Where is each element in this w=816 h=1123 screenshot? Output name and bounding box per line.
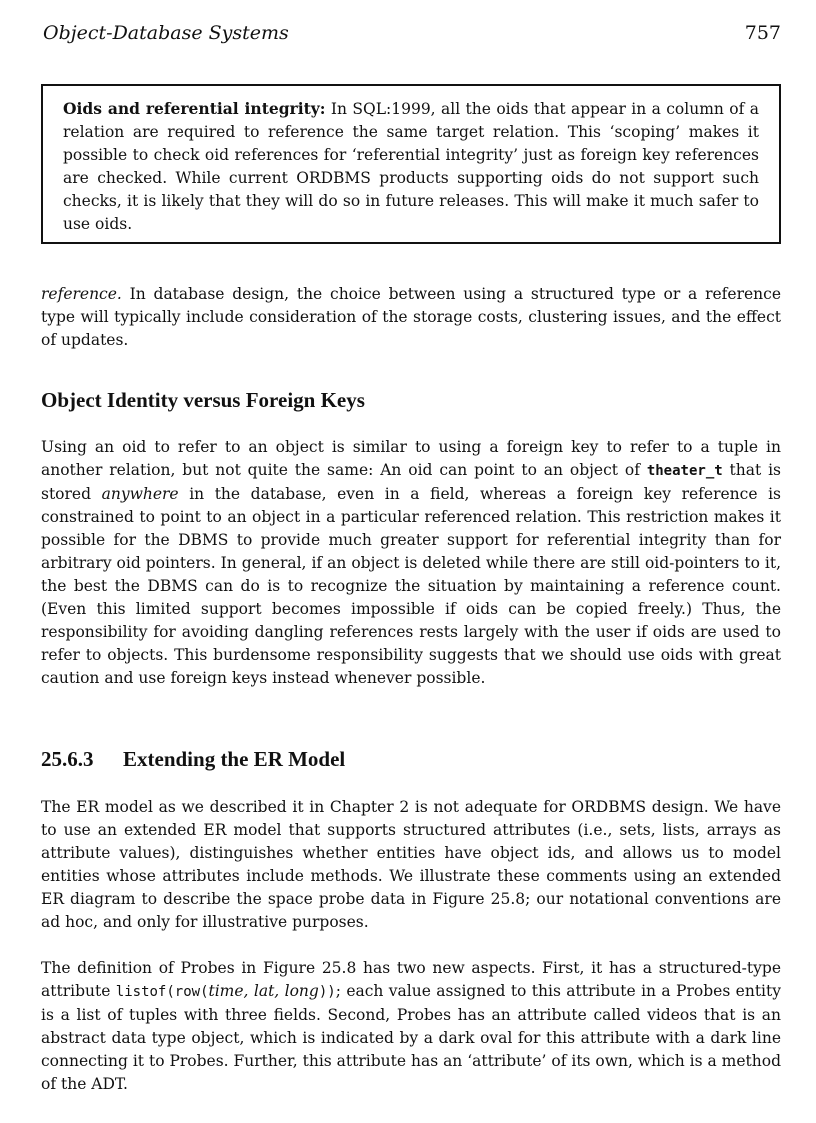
section-number: 25.6.3 [41,747,94,771]
paragraph-er-model [41,796,781,934]
paragraph-text: that is stored [41,461,781,503]
paragraph-reference [41,283,781,352]
paragraph-text: The ER model as we described it in Chapter 2 is not adequate for ORDBMS design. We have to use an extended ER model that supports structured attributes (i.e., sets, lists, arrays as attribute values), distinguishes whether entities have object ids, and allows us to model entities whose attributes include methods. We illustrate these comments using an extended ER diagram to describe the space probe data in Figure 25.8; our notational conventions are ad hoc, and only for illustrative purposes. [41,798,781,931]
section-heading-object-identity: Object Identity versus Foreign Keys [41,388,365,412]
emphasis-time-lat-long: time, lat, long [208,982,319,1000]
paragraph-text: In database design, the choice between using a structured type or a reference type will typically include consideration of the storage costs, clustering issues, and the effect of updates. [41,285,781,349]
paragraph-text: Using an oid to refer to an object is similar to using a foreign key to refer to a tuple in another relation, but not quite the same: An oid can point to an object of [41,438,781,479]
emphasis-anywhere: anywhere [101,485,179,503]
paragraph-oid-vs-foreign-key [41,436,781,690]
paragraph-text: The definition of Probes in Figure 25.8 has two new aspects. First, it has a structured-type attribute [41,959,781,1000]
paragraph-text: in the database, even in a field, whereas a foreign key reference is constrained to point to an object in a particular referenced relation. This restriction makes it possible for the DBMS to provide much greater support for referential integrity than for arbitrary oid pointers. In general, if an object is deleted while there are still oid-pointers to it, the best the DBMS can do is to recognize the situation by maintaining a reference count. (Even this limited support becomes impossible if oids can be copied freely.) Thus, the responsibility for avoiding dangling references rests largely with the user if oids are used to refer to objects. This burdensome responsibility suggests that we should use oids with great caution and use foreign keys instead whenever possible. [41,485,781,687]
running-title: Object-Database Systems [43,22,289,44]
code-theater-t: theater_t [646,463,723,479]
code-listof-row: listof(row( [115,984,209,1000]
paragraph-text: ; each value assigned to this attribute in a Probes entity is a list of tuples with three fields. Second, Probes has an attribute called videos that is an abstract data type object, which is indicated by a dark oval for this attribute with a dark line connecting it to Probes. Further, this attribute has an ‘attribute’ of its own, which is a method of the ADT. [41,982,782,1093]
box-text: In SQL:1999, all the oids that appear in a column of a relation are required to reference the same target relation. This ‘scoping’ makes it possible to check oid references for ‘referential integrity’ just as foreign key references are checked. While current ORDBMS products supporting oids do not support such checks, it is likely that they will do so in future releases. This will make it much safer to use oids. [63,100,759,233]
box-heading: Oids and referential integrity: [63,99,326,118]
paragraph-probes-definition [41,957,781,1096]
emphasis-reference: reference. [41,285,122,303]
page-number: 757 [744,22,781,44]
section-title: Extending the ER Model [123,747,346,771]
sidebar-box-oids-integrity [41,84,781,244]
code-closing-parens: )) [318,984,336,1000]
section-heading-extending-er [41,746,345,772]
running-head [41,22,781,46]
